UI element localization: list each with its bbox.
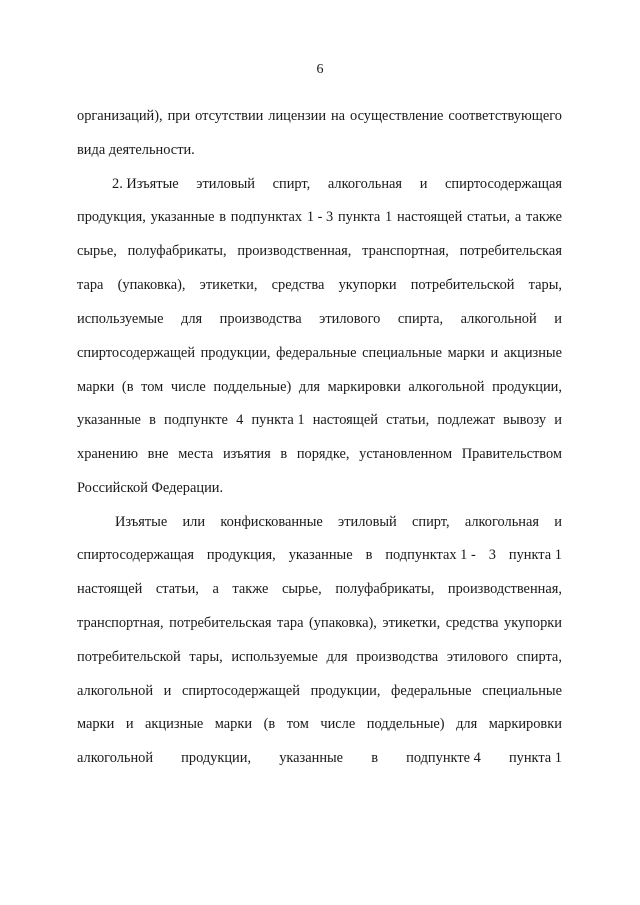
word: (упаковка), (309, 615, 377, 631)
word: 3 (488, 547, 496, 563)
word: числе (320, 716, 356, 732)
word: федеральные (391, 683, 472, 699)
word: акцизные (503, 345, 562, 361)
word: средства (445, 615, 499, 631)
word: настоящей (396, 209, 463, 225)
word: продукции, (310, 683, 381, 699)
word: пункта 1 (251, 412, 305, 428)
word: для (326, 649, 348, 665)
text-line (77, 107, 562, 125)
word: потребительская (459, 243, 562, 259)
text-line (77, 614, 562, 632)
word: специальные (362, 345, 443, 361)
word: укупорки (504, 615, 562, 631)
word: а (514, 209, 522, 225)
word: вне (147, 446, 169, 462)
word: этиловый (196, 176, 255, 192)
text-line (115, 513, 562, 531)
word: Правительством (461, 446, 562, 462)
word: Изъятые (115, 514, 168, 530)
page-number: 6 (316, 62, 324, 77)
text-line (77, 682, 562, 700)
text-line (77, 445, 562, 463)
word: пункта 1 (508, 750, 562, 766)
word: спиртосодержащей (181, 683, 300, 699)
word: используемые (77, 311, 164, 327)
word: осуществление (350, 108, 444, 124)
word: этикетки, (382, 615, 441, 631)
word: этилового (446, 649, 509, 665)
word: транспортная, (77, 615, 164, 631)
word: конфискованные (220, 514, 323, 530)
word: федеральные (276, 345, 357, 361)
word: места (178, 446, 214, 462)
word: том (141, 379, 164, 395)
word: потребительская (169, 615, 272, 631)
word: транспортная, (362, 243, 449, 259)
word: производственная, (237, 243, 352, 259)
word: спирта, (397, 311, 444, 327)
word: тары, (528, 277, 562, 293)
word: указанные (279, 750, 344, 766)
word: продукция, (206, 547, 276, 563)
word: соответствующего (448, 108, 562, 124)
word: статьи, (386, 412, 430, 428)
word: вывозу (503, 412, 547, 428)
word: в (219, 209, 227, 225)
word: а (212, 581, 219, 597)
word: тара (277, 615, 304, 631)
word: (в (263, 716, 276, 732)
word: и (554, 514, 562, 530)
text-line (77, 648, 562, 666)
word: (упаковка), (117, 277, 186, 293)
text-line (77, 242, 562, 260)
text-line (77, 378, 562, 396)
word: для (181, 311, 203, 327)
word: 1 - 3 (306, 209, 334, 225)
word: тары, (189, 649, 223, 665)
word: алкогольная (327, 176, 403, 192)
word: установленном (359, 446, 453, 462)
word: и (419, 176, 428, 192)
word: алкогольной (408, 379, 485, 395)
word: марки (214, 716, 253, 732)
word: и (163, 683, 172, 699)
word: используемые (231, 649, 318, 665)
word: сырье, (281, 581, 322, 597)
word: статьи, (155, 581, 199, 597)
word: и (490, 345, 499, 361)
word: поддельные) (213, 379, 292, 395)
word: марки (77, 379, 115, 395)
word: и (125, 716, 134, 732)
word: спиртосодержащая (445, 176, 562, 192)
text-line: Российской Федерации. (77, 480, 224, 496)
word: марки (447, 345, 485, 361)
word: этикетки, (199, 277, 258, 293)
word: акцизные (145, 716, 204, 732)
word: спирта, (516, 649, 562, 665)
word: алкогольной (77, 683, 154, 699)
word: настоящей (312, 412, 378, 428)
word: при (167, 108, 191, 124)
word: продукция, (77, 209, 146, 225)
word: полуфабрикаты, (127, 243, 227, 259)
word: продукции, (200, 345, 271, 361)
word: пункта (337, 209, 381, 225)
word: лицензии (268, 108, 327, 124)
word: спирт, (411, 514, 450, 530)
word: тара (77, 277, 104, 293)
word: алкогольной (77, 750, 154, 766)
word: организаций), (77, 108, 163, 124)
word: продукции, (492, 379, 562, 395)
word: на (330, 108, 346, 124)
word: в (280, 446, 288, 462)
word: производственная, (447, 581, 562, 597)
word: производства (356, 649, 439, 665)
word: указанные (150, 209, 215, 225)
word: порядке, (296, 446, 350, 462)
text-line: вида деятельности. (77, 142, 195, 158)
text-line (77, 344, 562, 362)
word: подпункте 4 (406, 750, 481, 766)
text-line (77, 276, 562, 294)
word: и (554, 412, 562, 428)
word: производства (219, 311, 302, 327)
word: алкогольной (460, 311, 537, 327)
word: для (298, 379, 320, 395)
text-line (77, 208, 562, 226)
word: изъятия (222, 446, 271, 462)
word: потребительской (77, 649, 181, 665)
word: в (365, 547, 373, 563)
word: или (182, 514, 206, 530)
text-line (77, 715, 562, 733)
word: также (232, 581, 269, 597)
word: сырье, (77, 243, 117, 259)
word: 4 (236, 412, 244, 428)
word: указанные (77, 412, 141, 428)
text-line (77, 546, 562, 564)
word: марки (77, 716, 115, 732)
word: и (554, 311, 562, 327)
word: этилового (319, 311, 381, 327)
word: подпункте (164, 412, 228, 428)
word: в (371, 750, 378, 766)
word: подпунктах 1 - (385, 547, 476, 563)
word: статьи, (467, 209, 511, 225)
text-line (77, 411, 562, 429)
word: маркировки (327, 379, 401, 395)
word: подпунктах (230, 209, 303, 225)
word: подлежат (437, 412, 495, 428)
word: числе (170, 379, 206, 395)
word: хранению (77, 446, 139, 462)
word: спирт, (272, 176, 311, 192)
word: спиртосодержащей (77, 345, 196, 361)
word: настоящей (77, 581, 143, 597)
word: этиловый (338, 514, 397, 530)
word: потребительской (410, 277, 515, 293)
word: указанные (288, 547, 353, 563)
word: пункта 1 (508, 547, 562, 563)
word: специальные (482, 683, 562, 699)
word: поддельные) (366, 716, 445, 732)
text-line (77, 580, 562, 598)
word: в (149, 412, 156, 428)
word: отсутствии (195, 108, 264, 124)
word: средства (271, 277, 325, 293)
word: спиртосодержащая (77, 547, 194, 563)
word: также (526, 209, 562, 225)
text-line (77, 749, 562, 767)
text-line (112, 175, 562, 193)
word: том (286, 716, 309, 732)
word: алкогольная (464, 514, 539, 530)
text-line (77, 310, 562, 328)
word: маркировки (488, 716, 562, 732)
word: продукции, (181, 750, 252, 766)
word: укупорки (338, 277, 397, 293)
word: для (456, 716, 478, 732)
word: полуфабрикаты, (335, 581, 435, 597)
word: (в (121, 379, 134, 395)
word: 1 (385, 209, 393, 225)
word: 2. Изъятые (112, 176, 179, 192)
